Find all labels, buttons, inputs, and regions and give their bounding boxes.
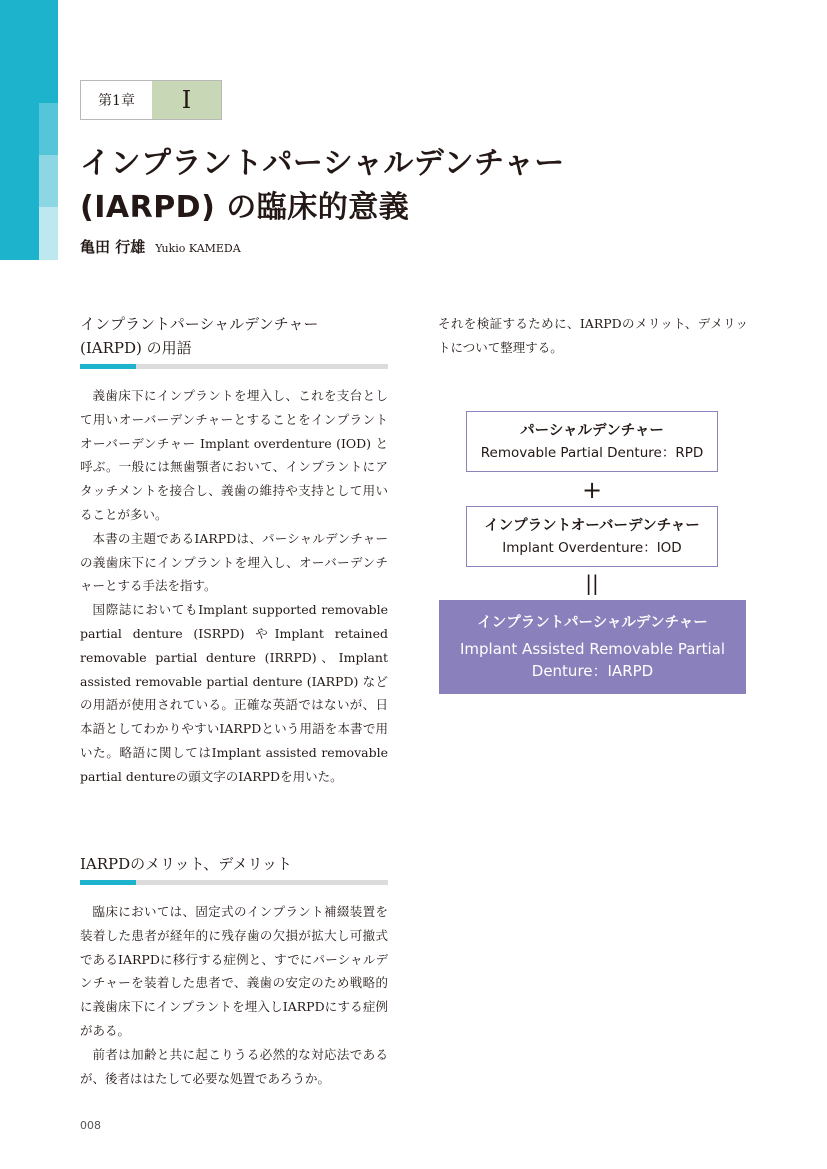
author (80, 236, 241, 257)
flow-box-iarpd (439, 600, 746, 694)
section-1-heading-line-2: (IARPD) の用語 (80, 339, 192, 357)
corner-stripe-1 (39, 103, 58, 155)
author-roman: Yukio KAMEDA (155, 242, 241, 255)
right-column (438, 312, 748, 360)
chapter-number: I (152, 81, 221, 119)
flow-box-iod-en: Implant Overdenture：IOD (502, 539, 682, 556)
section-1-heading-line-1: インプラントパーシャルデンチャー (80, 315, 319, 333)
corner-stripe-3 (39, 207, 58, 260)
paragraph: 本書の主題であるIARPDは、パーシャルデンチャーの義歯床下にインプラントを埋入し、オーバーデンチャーとする手法を指す。 (80, 530, 388, 594)
section-1-body (80, 384, 388, 789)
section-2-body (80, 900, 388, 1090)
page-number: 008 (80, 1119, 101, 1132)
author-name: 亀田 行雄 (80, 238, 146, 256)
section-2-heading-bar (80, 880, 388, 885)
section-1 (80, 312, 388, 789)
flow-box-rpd-jp: パーシャルデンチャー (520, 422, 664, 439)
section-1-heading-bar (80, 364, 388, 369)
flow-box-iarpd-jp: インプラントパーシャルデンチャー (477, 615, 708, 631)
title-line-1: インプラントパーシャルデンチャー (80, 146, 565, 181)
chapter-label: 第1章 (81, 81, 152, 119)
equals-sign: || (585, 571, 599, 595)
title-line-2: (IARPD) の臨床的意義 (80, 190, 410, 225)
flow-box-rpd-en: Removable Partial Denture：RPD (480, 444, 704, 461)
corner-stripe-2 (39, 155, 58, 207)
chapter-tag (80, 80, 222, 120)
intro-paragraph: それを検証するために、IARPDのメリット、デメリットについて整理する。 (438, 316, 748, 355)
paragraph: 前者は加齢と共に起こりうる必然的な対応法であるが、後者ははたして必要な処置であろうか。 (80, 1046, 388, 1086)
paragraph: 義歯床下にインプラントを埋入し、これを支台として用いオーバーデンチャーとすることをインプラントオーバーデンチャー Implant overdenture (IOD) と呼ぶ。一般には無歯顎者において、インプラントにアタッチメントを接合し、義歯の維持や支持として用いることが多い。 (80, 388, 388, 522)
paragraph: 臨床においては、固定式のインプラント補綴装置を装着した患者が経年的に残存歯の欠損が拡大し可撤式であるIARPDに移行する症例と、すでにパーシャルデンチャーを装着した患者で、義歯の安定のため戦略的に義歯床下にインプラントを埋入しIARPDにする症例がある。 (80, 904, 388, 1038)
left-column (80, 312, 388, 1086)
flow-box-rpd (466, 411, 718, 472)
flow-box-iod-jp: インプラントオーバーデンチャー (484, 517, 700, 534)
section-2 (80, 852, 388, 1090)
plus-sign: + (581, 476, 603, 504)
section-2-heading: IARPDのメリット、デメリット (80, 855, 293, 873)
flow-box-iarpd-en: Implant Assisted Removable Partial Denture：IARPD (459, 640, 725, 680)
page-title (80, 142, 565, 230)
section-1-heading (80, 312, 388, 360)
paragraph: 国際誌においてもImplant supported removable partial denture (ISRPD) やImplant retained removable partial denture (IRRPD)、Implant assisted removable partial denture (IARPD) などの用語が使用されている。正確な英語ではないが、日本語としてわかりやすいIARPDという用語を本書で用いた。略語に関してはImplant assisted removable partial dentureの頭文字のIARPDを用いた。 (80, 602, 388, 784)
flow-box-iod (466, 506, 718, 567)
